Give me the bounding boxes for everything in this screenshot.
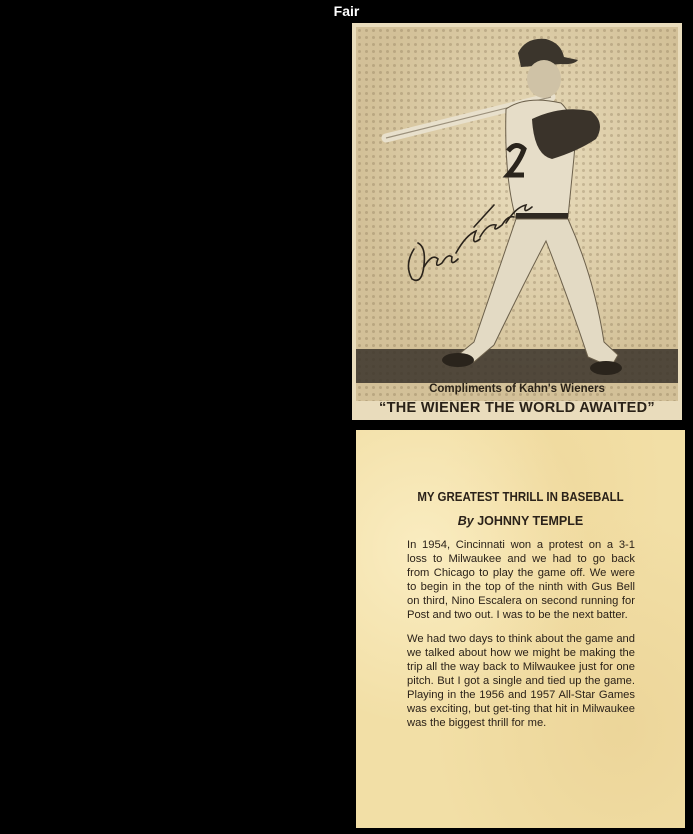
player-photo <box>356 27 678 401</box>
ground-band <box>356 349 678 383</box>
by-label: By <box>457 514 474 528</box>
story-paragraph: In 1954, Cincinnati won a protest on a 3-1 loss to Milwaukee and we had to go back from Chicago to play the game off. We were to begin in the top of the ninth with Gus Bell on third, Nino Escalera on second running for Post and two out. I was to be the next batter. <box>407 539 635 621</box>
back-story <box>407 538 635 740</box>
back-title: MY GREATEST THRILL IN BASEBALL <box>417 490 624 504</box>
front-caption: Compliments of Kahn's Wieners <box>429 383 605 395</box>
author-name: JOHNNY TEMPLE <box>477 514 584 528</box>
grade-label: Fair <box>333 3 360 19</box>
back-byline <box>356 514 685 528</box>
front-slogan: “THE WIENER THE WORLD AWAITED” <box>379 400 655 416</box>
story-paragraph: We had two days to think about the game and we talked about how we might be making the trip all the way back to Milwaukee just for one pitch. But I got a single and tied up the game. Playing in the 1956 and 1957 All-Star Games was exciting, but get-ting that hit in Milwaukee was the biggest thrill for me. <box>407 633 635 729</box>
card-back <box>356 430 685 828</box>
card-front <box>352 23 682 420</box>
